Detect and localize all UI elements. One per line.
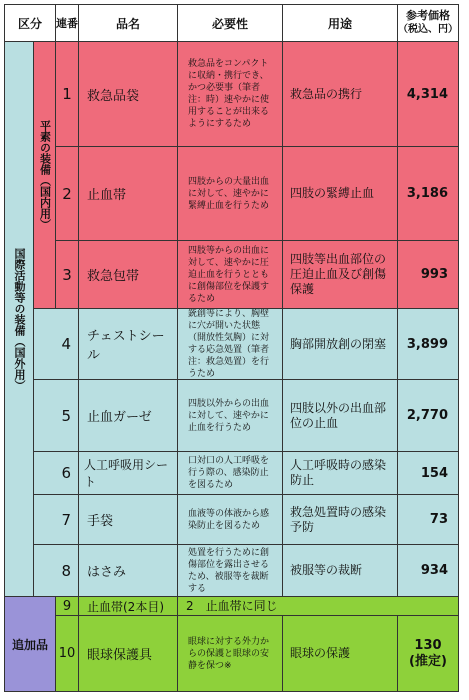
row-2-name: 止血帯 [78,146,178,241]
row-9-merged: 2 止血帯に同じ [177,596,459,616]
row-6-need: 口対口の人工呼吸を行う際の、感染防止を図るため [177,451,283,495]
row-3-name: 救急包帯 [78,240,178,309]
row-8-no: 8 [33,544,79,597]
row-10-price-note: (推定) [409,653,447,669]
header-price [397,4,459,42]
row-10-name: 眼球保護具 [78,615,178,692]
row-7-use: 救急処置時の感染予防 [282,494,398,545]
row-10-price [397,615,459,692]
row-10-need: 眼球に対する外力からの保護と眼球の安静を保つ※ [177,615,283,692]
row-4-name: チェストシール [78,308,178,380]
row-6-no: 6 [33,451,79,495]
row-2-use: 四肢の緊縛止血 [282,146,398,241]
row-5-name: 止血ガーゼ [78,379,178,452]
row-5-price: 2,770 [397,379,459,452]
category-tsuika: 追加品 [4,596,56,692]
row-1-name: 救急品袋 [78,41,178,147]
header-yoto: 用途 [282,4,398,42]
category-kokusai [4,41,34,597]
row-2-need: 四肢からの大量出血に対して、速やかに緊縛止血を行うため [177,146,283,241]
row-10-price-value: 130 [414,637,442,653]
row-3-no: 3 [55,240,79,309]
row-6-name: 人工呼吸用シート [78,451,178,495]
row-5-use: 四肢以外の出血部位の止血 [282,379,398,452]
header-rempan: 連番 [55,4,79,42]
row-7-price: 73 [397,494,459,545]
row-10-use: 眼球の保護 [282,615,398,692]
row-7-need: 血液等の体液から感染防止を図るため [177,494,283,545]
header-hinmei: 品名 [78,4,178,42]
header-kubun: 区分 [4,4,56,42]
row-1-price: 4,314 [397,41,459,147]
category-heiso-label: 平素の装備（国内用） [38,120,52,230]
row-4-price: 3,899 [397,308,459,380]
row-8-name: はさみ [78,544,178,597]
row-10-no: 10 [55,615,79,692]
row-7-name: 手袋 [78,494,178,545]
row-2-no: 2 [55,146,79,241]
header-price-line2: （税込、円） [398,24,458,35]
row-8-use: 被服等の裁断 [282,544,398,597]
row-3-need: 四肢等からの出血に対して、速やかに圧迫止血を行うとともに創傷部位を保護するため [177,240,283,309]
row-1-need: 救急品をコンパクトに収納・携行でき、かつ必要事（筆者注：時）速やかに使用することが出来るようにするため [177,41,283,147]
row-3-use: 四肢等出血部位の圧迫止血及び創傷保護 [282,240,398,309]
row-4-no: 4 [33,308,79,380]
row-5-need: 四肢以外からの出血に対して、速やかに止血を行うため [177,379,283,452]
row-8-price: 934 [397,544,459,597]
row-4-use: 胸部開放創の閉塞 [282,308,398,380]
row-4-need: 銃創等により、胸壁に穴が開いた状態（開放性気胸）に対する応急処置（筆者注：救急処置）を行うため [177,308,283,380]
category-heiso [33,41,56,309]
row-1-use: 救急品の携行 [282,41,398,147]
row-2-price: 3,186 [397,146,459,241]
row-7-no: 7 [33,494,79,545]
header-price-line1: 参考価格 [406,9,450,22]
category-kokusai-label: 国際活動等の装備（国外用） [13,247,26,391]
row-6-price: 154 [397,451,459,495]
row-8-need: 処置を行うために創傷部位を露出させるため、被服等を裁断する [177,544,283,597]
row-6-use: 人工呼吸時の感染防止 [282,451,398,495]
row-9-no: 9 [55,596,79,616]
row-3-price: 993 [397,240,459,309]
header-hitsuyosei: 必要性 [177,4,283,42]
row-9-name: 止血帯(2本目) [78,596,178,616]
row-5-no: 5 [33,379,79,452]
row-1-no: 1 [55,41,79,147]
